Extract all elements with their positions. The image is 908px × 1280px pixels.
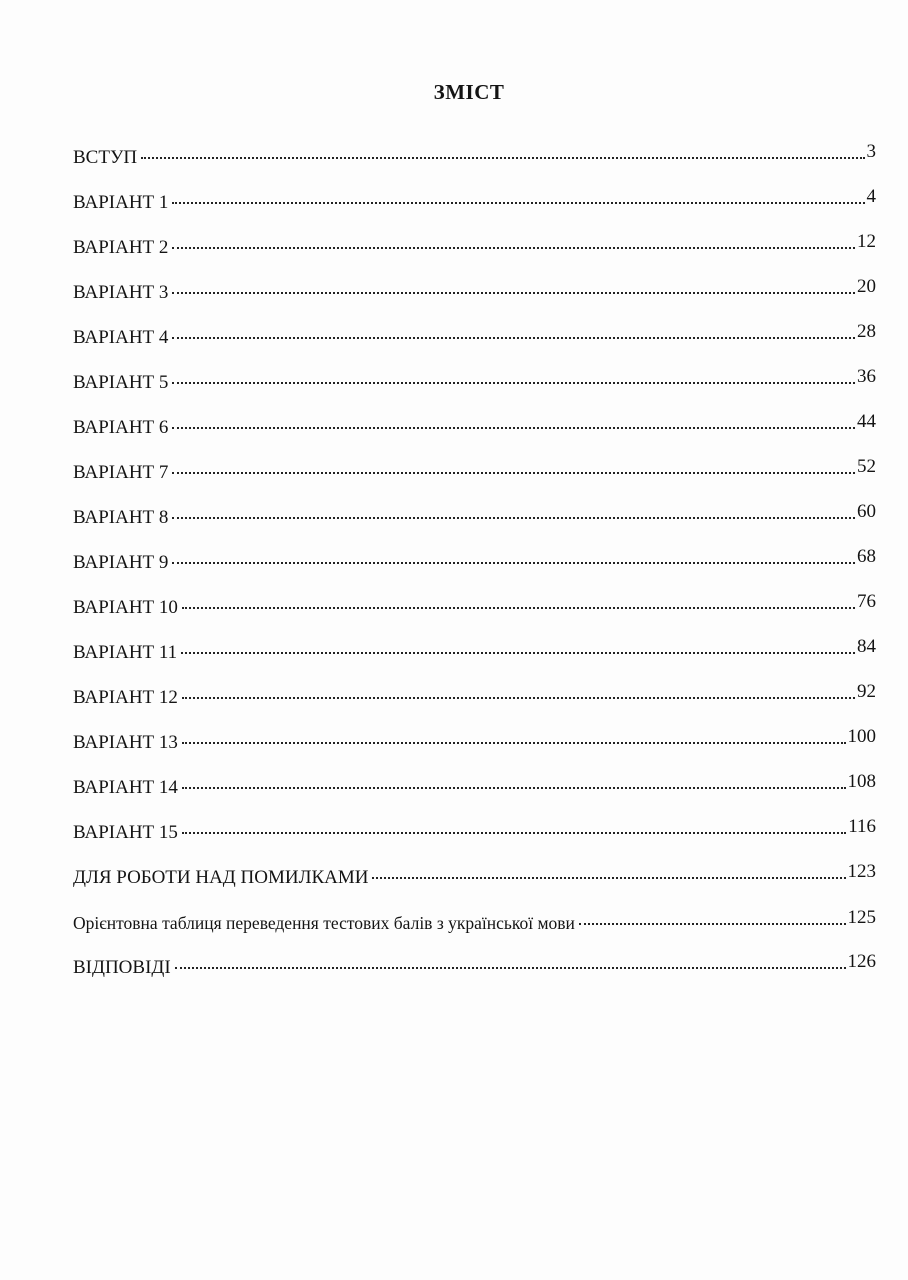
toc-entry-label: ВАРІАНТ 4 [73,327,169,348]
toc-entry-variant-8 [73,501,876,551]
toc-entry-page: 126 [847,951,876,972]
toc-entry-page: 100 [847,726,876,747]
toc-entry-label: ВАРІАНТ 14 [73,777,178,798]
toc-entry-page: 3 [866,141,876,162]
toc-entry-label: ВІДПОВІДІ [73,957,171,978]
dot-leader [182,742,846,744]
dot-leader [175,967,846,969]
toc-entry-page: 125 [847,907,876,928]
toc-entry-label: ВАРІАНТ 2 [73,237,169,258]
toc-entry-page: 4 [866,186,876,207]
toc-entry-variant-5 [73,366,876,416]
dot-leader [172,562,855,564]
dot-leader [182,607,855,609]
toc-entry-variant-13 [73,726,876,776]
toc-entry-page: 12 [857,231,876,252]
toc-entry-page: 123 [847,861,876,882]
toc-entry-label: ВСТУП [73,147,138,168]
dot-leader [182,832,846,834]
dot-leader [579,923,846,925]
dot-leader [172,337,855,339]
toc-entry-variant-2 [73,231,876,281]
dot-leader [182,697,855,699]
toc-entry-label: ВАРІАНТ 11 [73,642,178,663]
toc-entry-score-table [73,907,876,956]
dot-leader [172,247,855,249]
toc-entry-variant-3 [73,276,876,326]
toc-entry-label: ВАРІАНТ 7 [73,462,169,483]
toc-entry-page: 76 [857,591,876,612]
dot-leader [372,877,845,879]
toc-entry-page: 28 [857,321,876,342]
toc-entry-variant-10 [73,591,876,641]
table-of-contents [73,141,876,1001]
dot-leader [172,382,855,384]
toc-entry-variant-14 [73,771,876,821]
toc-entry-page: 84 [857,636,876,657]
toc-entry-variant-15 [73,816,876,866]
dot-leader [141,157,864,159]
toc-entry-variant-4 [73,321,876,371]
toc-entry-page: 44 [857,411,876,432]
toc-entry-variant-7 [73,456,876,506]
toc-entry-page: 52 [857,456,876,477]
dot-leader [182,787,846,789]
toc-entry-label: ВАРІАНТ 9 [73,552,169,573]
toc-entry-label: ВАРІАНТ 3 [73,282,169,303]
dot-leader [181,652,855,654]
page-title: ЗМІСТ [433,80,505,104]
dot-leader [172,472,855,474]
toc-entry-label: ВАРІАНТ 15 [73,822,178,843]
toc-entry-label: Орієнтовна таблиця переведення тестових балів з української мови [73,913,575,933]
toc-entry-label: ВАРІАНТ 13 [73,732,178,753]
dot-leader [172,427,855,429]
toc-entry-page: 92 [857,681,876,702]
toc-entry-error-work [73,861,876,911]
toc-entry-page: 20 [857,276,876,297]
dot-leader [172,292,855,294]
toc-entry-label: ВАРІАНТ 8 [73,507,169,528]
toc-entry-label: ВАРІАНТ 1 [73,192,169,213]
toc-entry-page: 68 [857,546,876,567]
toc-entry-variant-11 [73,636,876,686]
dot-leader [172,202,864,204]
toc-entry-variant-12 [73,681,876,731]
toc-entry-page: 36 [857,366,876,387]
toc-entry-label: ДЛЯ РОБОТИ НАД ПОМИЛКАМИ [73,867,369,888]
toc-entry-page: 108 [847,771,876,792]
toc-entry-page: 116 [848,816,876,837]
toc-entry-intro [73,141,876,191]
toc-entry-variant-9 [73,546,876,596]
toc-entry-answers [73,951,876,1001]
toc-entry-label: ВАРІАНТ 12 [73,687,178,708]
toc-entry-label: ВАРІАНТ 10 [73,597,178,618]
toc-entry-label: ВАРІАНТ 5 [73,372,169,393]
toc-entry-variant-6 [73,411,876,461]
dot-leader [172,517,855,519]
toc-entry-variant-1 [73,186,876,236]
toc-entry-page: 60 [857,501,876,522]
toc-entry-label: ВАРІАНТ 6 [73,417,169,438]
